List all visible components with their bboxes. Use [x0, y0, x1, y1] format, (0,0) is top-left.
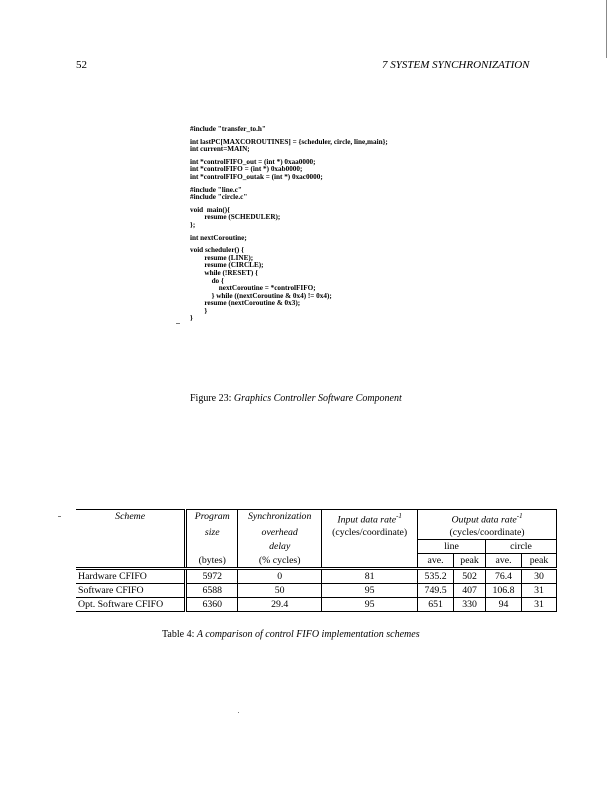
cell-sync: 29.4	[238, 598, 322, 612]
figure-caption	[190, 393, 402, 404]
cell-circle-peak: 31	[522, 584, 557, 598]
code-line: int *controlFIFO_out = (int *) 0xaa0000;	[190, 157, 316, 166]
cell-line-peak: 502	[454, 569, 486, 584]
cell-size: 6588	[186, 584, 238, 598]
cell-circle-peak: 30	[522, 569, 557, 584]
circle-ave-header: ave.	[486, 554, 522, 569]
line-peak-header: peak	[454, 554, 486, 569]
input-rate-header	[322, 510, 418, 527]
sync-header-2: overhead	[238, 526, 322, 540]
cell-circle-ave: 76.4	[486, 569, 522, 584]
sync-header: Synchronization	[238, 510, 322, 527]
code-line: int current=MAIN;	[190, 145, 250, 154]
output-unit: (cycles/coordinate)	[418, 526, 557, 540]
scheme-header: Scheme	[76, 510, 186, 527]
sync-unit: (% cycles)	[238, 554, 322, 569]
page-number: 52	[76, 59, 87, 71]
code-line: do {	[190, 276, 224, 285]
cell-input: 95	[322, 584, 418, 598]
input-rate-label: Input data rate	[337, 514, 397, 526]
output-rate-header	[418, 510, 557, 527]
cell-line-peak: 407	[454, 584, 486, 598]
code-line: resume (LINE);	[190, 253, 254, 262]
code-line: void scheduler() {	[190, 246, 244, 255]
cell-line-ave: 749.5	[418, 584, 454, 598]
cell-scheme: Software CFIFO	[76, 584, 186, 598]
cell-circle-peak: 31	[522, 598, 557, 612]
cell-circle-ave: 94	[486, 598, 522, 612]
cell-line-ave: 651	[418, 598, 454, 612]
header-row-3	[76, 540, 557, 554]
code-line: } while ((nextCoroutine & 0x4) != 0x4);	[190, 291, 332, 300]
table-row	[76, 569, 557, 584]
code-line: #include "transfer_to.h"	[190, 125, 266, 133]
table-row	[76, 598, 557, 612]
table-title: A comparison of control FIFO implementation schemes	[196, 629, 420, 640]
program-size-header-2: size	[186, 526, 238, 540]
code-line: nextCoroutine = *controlFIFO;	[190, 284, 316, 293]
code-line: void main(){	[190, 205, 230, 214]
sync-header-3: delay	[238, 540, 322, 554]
scan-speck	[176, 323, 180, 324]
comparison-table	[76, 509, 557, 612]
table-caption	[162, 629, 420, 640]
cell-sync: 0	[238, 569, 322, 584]
cell-circle-ave: 106.8	[486, 584, 522, 598]
code-line: int nextCoroutine;	[190, 233, 247, 242]
table-row	[76, 584, 557, 598]
cell-sync: 50	[238, 584, 322, 598]
code-listing	[190, 126, 388, 323]
scan-speck	[58, 516, 61, 517]
figure-title: Graphics Controller Software Component	[233, 393, 402, 404]
code-line: while (!RESET) {	[190, 268, 258, 277]
cell-input: 95	[322, 598, 418, 612]
code-line: resume (CIRCLE);	[190, 261, 264, 270]
code-line: resume (SCHEDULER);	[190, 213, 281, 222]
table-label: Table 4:	[162, 629, 195, 640]
program-size-header: Program	[186, 510, 238, 527]
cell-scheme: Opt. Software CFIFO	[76, 598, 186, 612]
program-size-unit: (bytes)	[186, 554, 238, 569]
input-rate-exponent: -1	[396, 512, 402, 520]
input-unit: (cycles/coordinate)	[322, 526, 418, 540]
cell-size: 6360	[186, 598, 238, 612]
circle-peak-header: peak	[522, 554, 557, 569]
code-line: }	[190, 314, 193, 323]
margin-rule	[606, 0, 607, 58]
output-rate-label: Output data rate	[451, 514, 517, 526]
code-line: int *controlFIFO = (int *) 0xab0000;	[190, 165, 303, 174]
code-line: };	[190, 220, 196, 229]
code-line: int lastPC[MAXCOROUTINES] = {scheduler, circle, line,main};	[190, 137, 388, 146]
code-line: #include "line.c"	[190, 185, 242, 194]
line-header: line	[418, 540, 486, 554]
cell-scheme: Hardware CFIFO	[76, 569, 186, 584]
line-ave-header: ave.	[418, 554, 454, 569]
code-line: resume (nextCoroutine & 0x3);	[190, 299, 301, 308]
circle-header: circle	[486, 540, 557, 554]
figure-label: Figure 23:	[190, 393, 232, 404]
scan-speck	[238, 712, 239, 713]
header-row-1	[76, 510, 557, 527]
header-row-2	[76, 526, 557, 540]
code-line: #include "circle.c"	[190, 193, 248, 202]
cell-size: 5972	[186, 569, 238, 584]
cell-input: 81	[322, 569, 418, 584]
header-row-4	[76, 554, 557, 569]
cell-line-ave: 535.2	[418, 569, 454, 584]
output-rate-exponent: -1	[516, 512, 523, 520]
code-line: int *controlFIFO_outak = (int *) 0xac0000;	[190, 172, 323, 181]
cell-line-peak: 330	[454, 598, 486, 612]
code-line: }	[190, 306, 208, 315]
running-header: 7 SYSTEM SYNCHRONIZATION	[382, 59, 530, 71]
